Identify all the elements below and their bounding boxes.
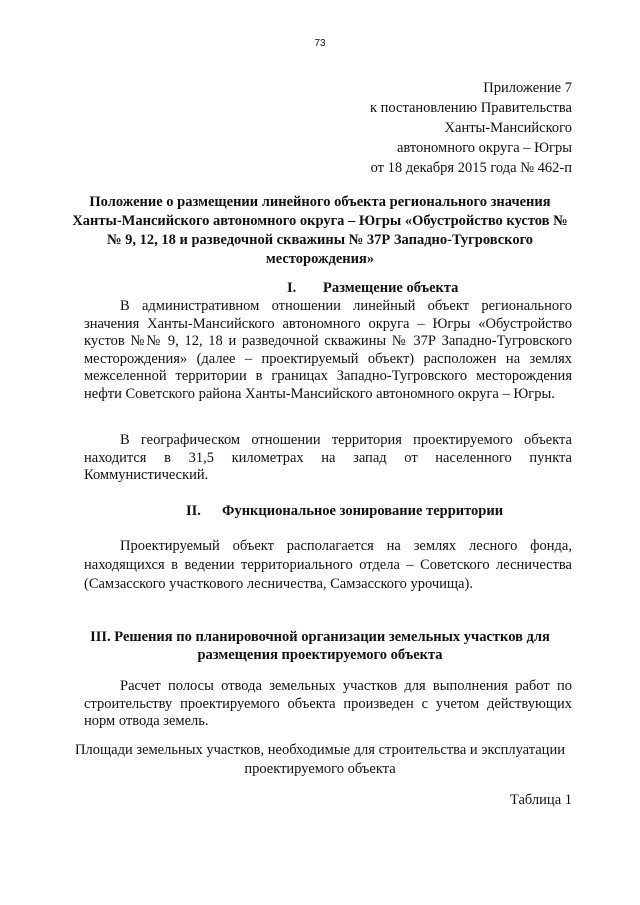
- section-1-number: I.: [287, 280, 297, 296]
- appendix-line: от 18 декабря 2015 года № 462-п: [370, 160, 572, 176]
- section-1-paragraph-1: В административном отношении линейный объект регионального значения Ханты-Мансийского автономного округа – Югры «Обустройство кустов №№ 9, 12, 18 и разведочной скважины № 37Р Западно-Тугровского месторождения» (далее – проектируемый объект) расположен на землях межселенной территории в границах Западно-Тугровского месторождения нефти Советского района Ханты-Мансийского автономного округа – Югры.: [84, 298, 572, 402]
- page-number: 73: [314, 38, 326, 49]
- section-3-heading: III. Решения по планировочной организации земельных участков для размещения проектируемого объекта: [90, 629, 550, 663]
- appendix-line: автономного округа – Югры: [396, 140, 572, 156]
- appendix-line: к постановлению Правительства: [370, 100, 572, 116]
- section-2-paragraph-1: Проектируемый объект располагается на землях лесного фонда, находящихся в ведении территориального отдела – Советского лесничества (Самзасского участкового лесничества, Самзасского урочища).: [84, 538, 572, 592]
- document-title: Положение о размещении линейного объекта регионального значения Ханты-Мансийского автономного округа – Югры «Обустройство кустов №№ 9, 12, 18 и разведочной скважины № 37Р Западно-Тугровского месторождения»: [72, 194, 568, 267]
- table-caption: Площади земельных участков, необходимые для строительства и эксплуатации проектируемого объекта: [75, 742, 565, 777]
- section-2-title: Функциональное зонирование территории: [222, 503, 504, 519]
- section-3-paragraph-1: Расчет полосы отвода земельных участков для выполнения работ по строительству проектируемого объекта произведен с учетом действующих норм отвода земель.: [84, 678, 572, 729]
- section-1-title: Размещение объекта: [323, 280, 459, 296]
- section-2-heading: [186, 502, 503, 521]
- appendix-line: Ханты-Мансийского: [444, 120, 572, 136]
- appendix-line: Приложение 7: [483, 80, 572, 96]
- section-1-heading: [287, 279, 458, 298]
- section-2-number: II.: [186, 503, 201, 519]
- appendix-block: [370, 78, 572, 178]
- section-1-paragraph-2: В географическом отношении территория проектируемого объекта находится в 31,5 километрах на запад от населенного пункта Коммунистический.: [84, 432, 572, 483]
- table-label: Таблица 1: [509, 792, 572, 808]
